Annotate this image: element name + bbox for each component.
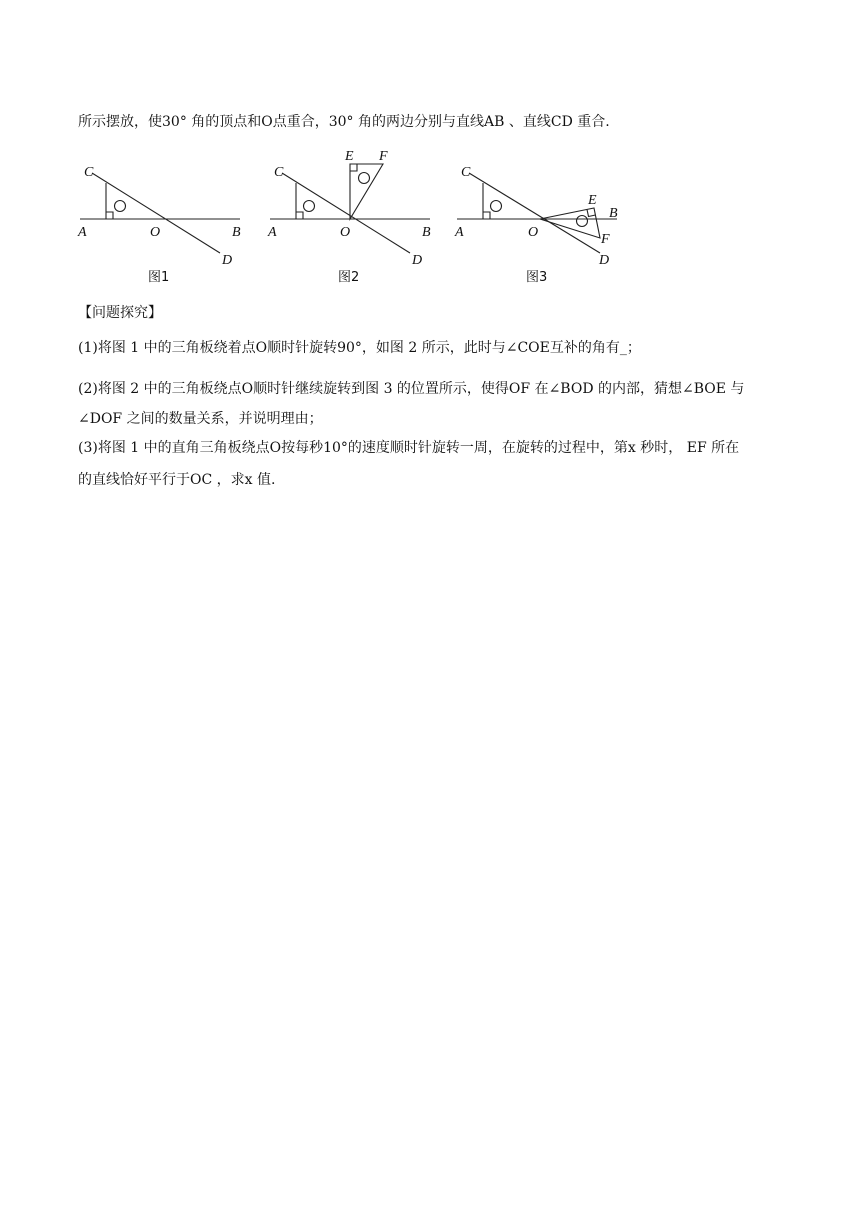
label-d-fig2: D	[412, 253, 423, 268]
label-d-fig1: D	[222, 253, 233, 268]
figures-row	[0, 140, 860, 290]
right-angle-mark-fig1	[106, 212, 113, 219]
right-angle-mark-fig2	[296, 212, 303, 219]
question-3-line-2: 的直线恰好平行于OC ，求x 值.	[78, 472, 276, 488]
label-e-fig3: E	[588, 193, 597, 208]
label-c-fig1: C	[84, 165, 94, 180]
label-f-fig3: F	[601, 232, 610, 247]
question-1: (1)将图 1 中的三角板绕着点O顺时针旋转90°，如图 2 所示，此时与∠COE互补的角有_；	[78, 340, 641, 356]
label-a-fig2: A	[268, 225, 277, 240]
label-a-fig3: A	[455, 225, 464, 240]
label-c-fig3: C	[461, 165, 471, 180]
figures-svg	[0, 140, 860, 290]
figure-1	[77, 165, 241, 285]
triangle-hole-fig3	[491, 201, 502, 212]
right-angle-mark-e-fig2	[350, 164, 357, 171]
figure-3	[454, 165, 618, 285]
label-f-fig2: F	[379, 149, 388, 164]
label-d-fig3: D	[599, 253, 610, 268]
label-e-fig2: E	[345, 149, 354, 164]
label-b-fig1: B	[232, 225, 241, 240]
label-b-fig3: B	[609, 206, 618, 221]
intro-text: 所示摆放，使30° 角的顶点和O点重合，30° 角的两边分别与直线AB 、直线CD 重合.	[78, 114, 610, 130]
triangle-hole-fig2	[304, 201, 315, 212]
question-3-line-1: (3)将图 1 中的直角三角板绕点O按每秒10°的速度顺时针旋转一周，在旋转的过程中，第x 秒时， EF 所在	[78, 440, 740, 456]
label-o-fig1: O	[150, 225, 161, 240]
label-b-fig2: B	[422, 225, 431, 240]
section-heading: 【问题探究】	[78, 305, 162, 321]
caption-fig2: 图2	[338, 270, 360, 285]
question-2-line-2: ∠DOF 之间的数量关系，并说明理由；	[78, 411, 323, 427]
rotated-triangle-fig2	[350, 164, 383, 219]
line-cd-fig1	[92, 173, 220, 253]
right-angle-mark-fig3	[483, 212, 490, 219]
triangle-hole-fig1	[115, 201, 126, 212]
question-2-line-1: (2)将图 2 中的三角板绕点O顺时针继续旋转到图 3 的位置所示，使得OF 在∠BOD 的内部，猜想∠BOE 与	[78, 381, 745, 397]
rotated-triangle-hole-fig3	[577, 216, 588, 227]
label-o-fig2: O	[340, 225, 351, 240]
label-o-fig3: O	[528, 225, 539, 240]
rotated-triangle-fig3	[540, 208, 600, 238]
figure-2	[267, 149, 431, 285]
caption-fig3: 图3	[526, 270, 548, 285]
line-cd-fig2	[282, 173, 410, 253]
label-a-fig1: A	[78, 225, 87, 240]
line-cd-fig3	[469, 173, 600, 253]
caption-fig1: 图1	[148, 270, 170, 285]
rotated-triangle-hole-fig2	[359, 173, 370, 184]
label-c-fig2: C	[274, 165, 284, 180]
